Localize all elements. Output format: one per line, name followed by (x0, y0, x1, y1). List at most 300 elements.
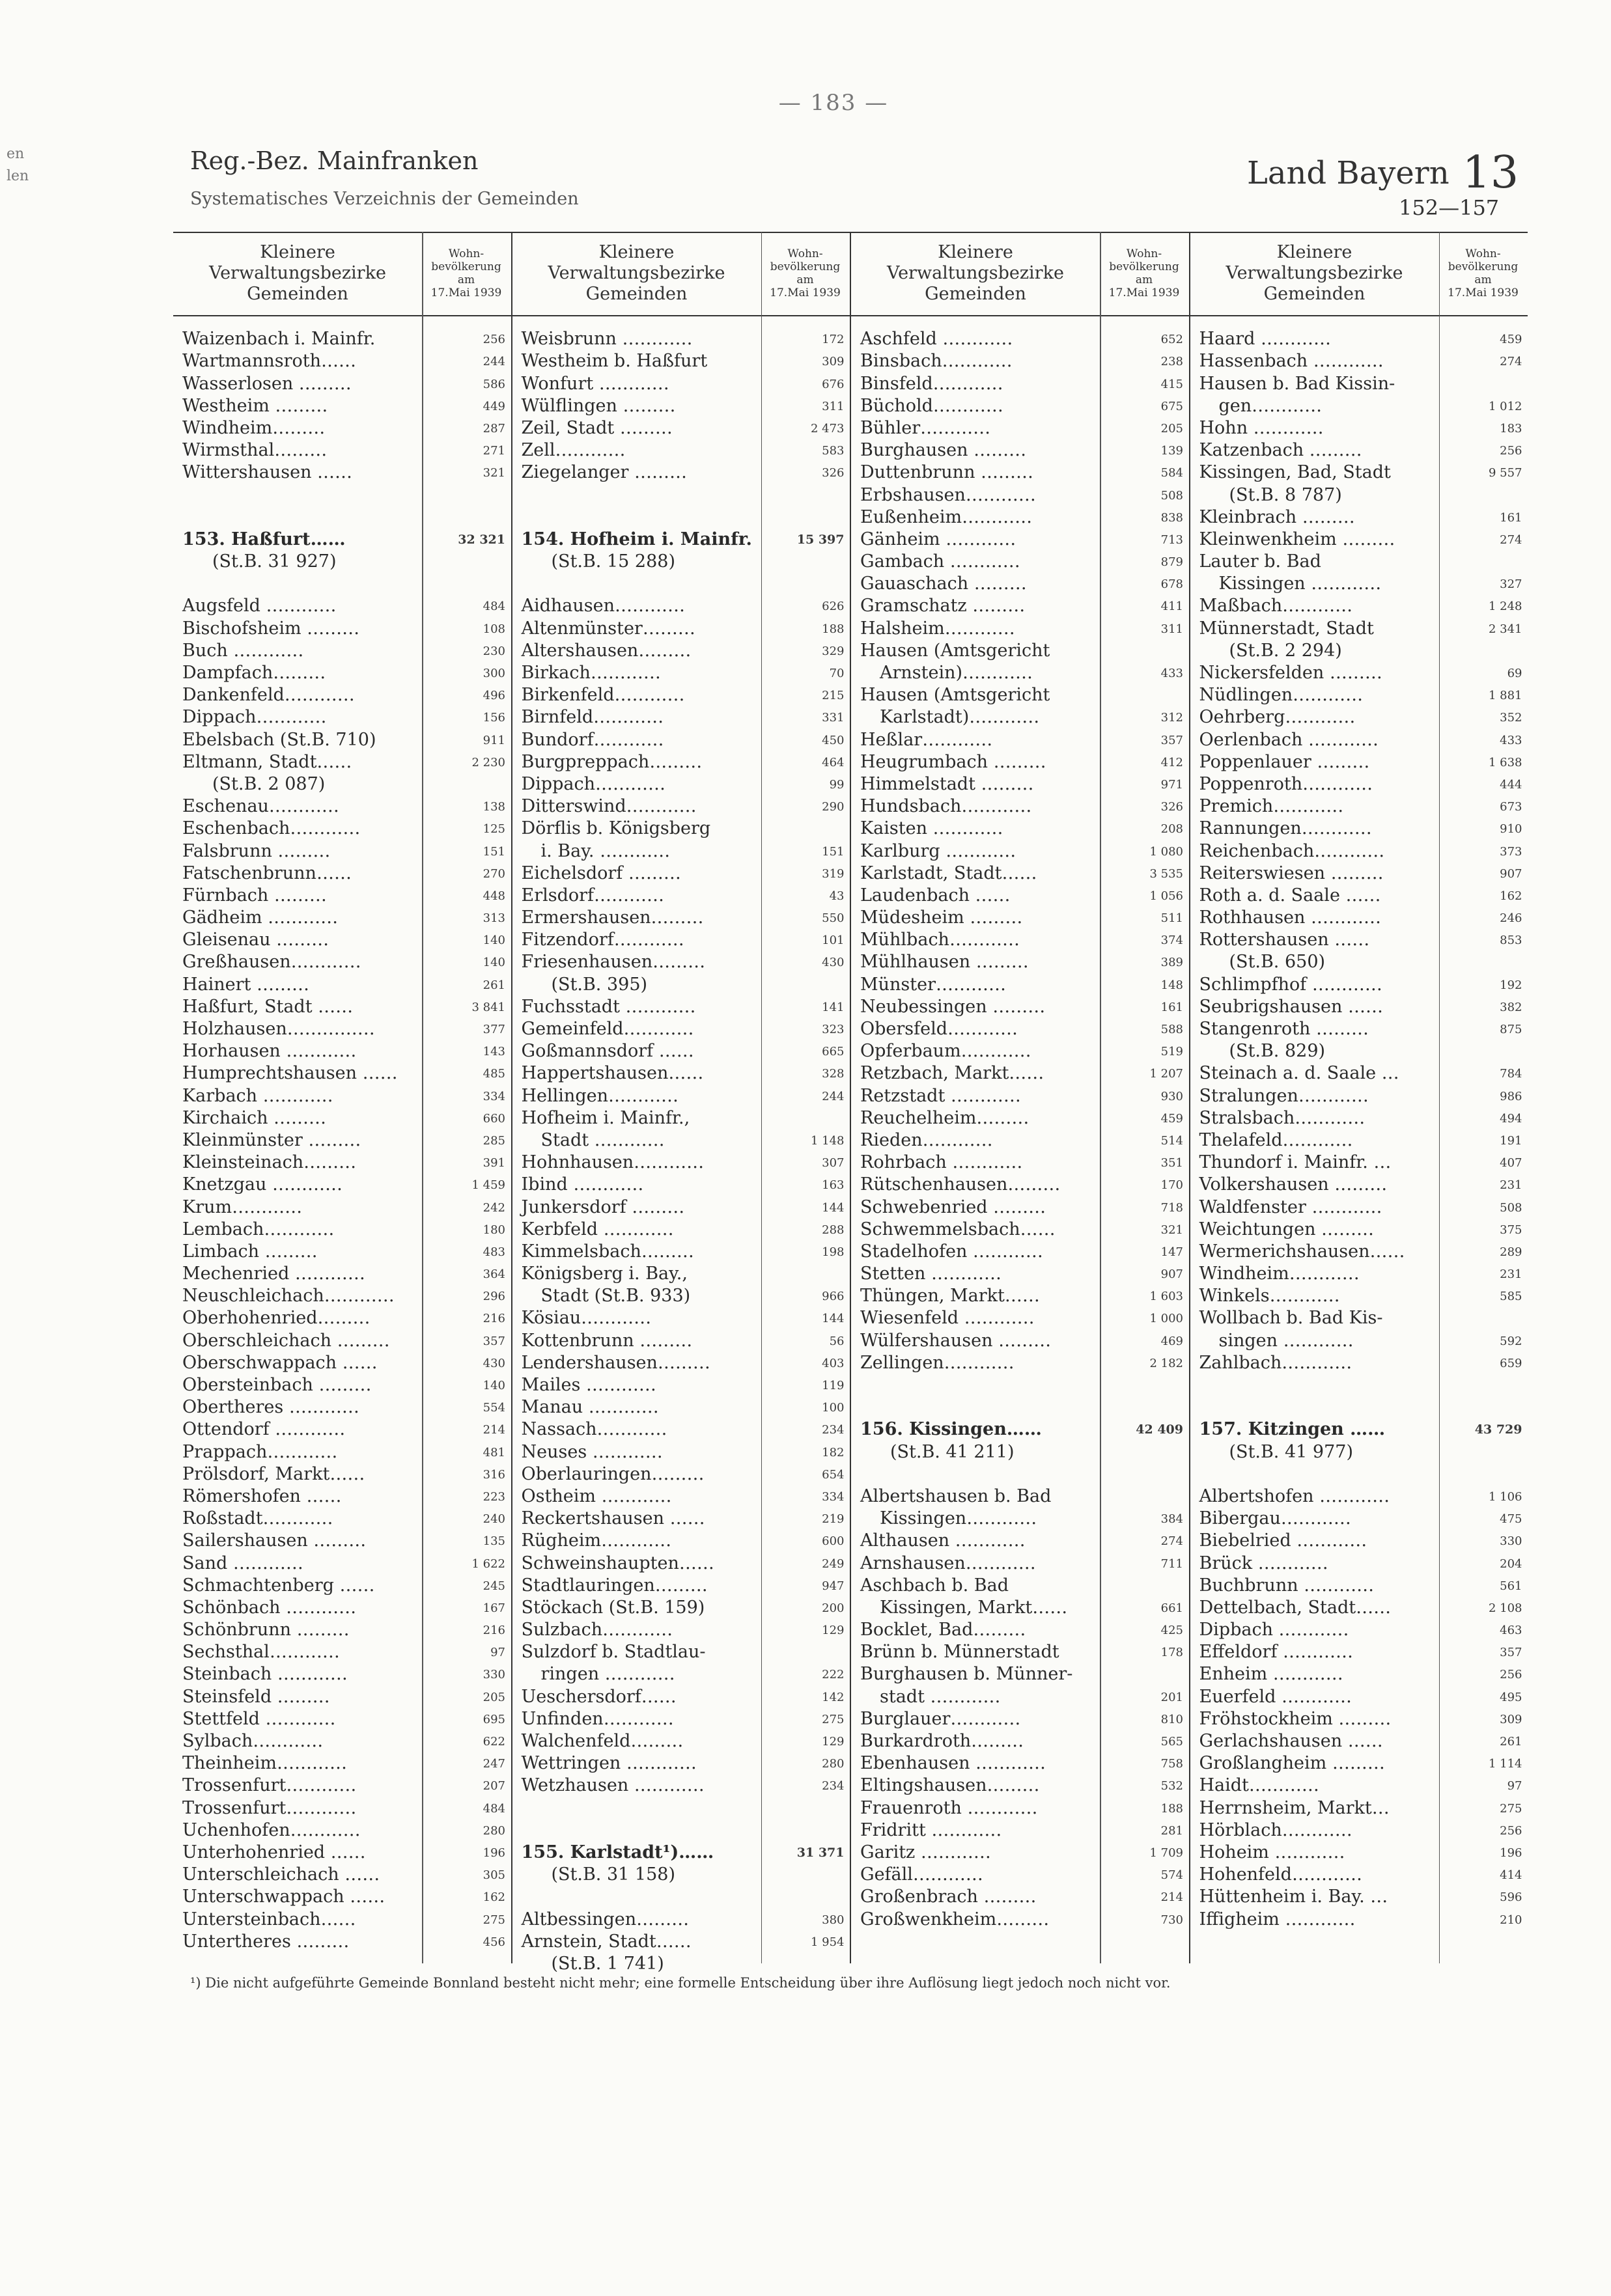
population-value: 911 (483, 733, 505, 747)
municipality-name: Dippach………… (182, 707, 327, 728)
table-row (173, 1462, 511, 1484)
population-value: 42 409 (1136, 1422, 1183, 1437)
header-line: Wohn- (787, 247, 823, 260)
population-value: 661 (1160, 1601, 1183, 1615)
population-value: 275 (822, 1712, 845, 1726)
municipality-name: Nassach………… (521, 1419, 667, 1440)
table-row (512, 1417, 850, 1439)
municipality-name: Rannungen………… (1199, 818, 1372, 839)
table-row (512, 394, 850, 416)
table-row (173, 349, 511, 371)
population-value: 1 207 (1149, 1067, 1183, 1081)
table-row (173, 794, 511, 816)
municipality-name: Limbach ……… (182, 1241, 318, 1262)
municipality-name: Ueschersdorf…… (521, 1686, 677, 1707)
table-row (1190, 1083, 1528, 1105)
population-value: 1 106 (1488, 1489, 1522, 1504)
municipality-name: Lauter b. Bad (1199, 551, 1321, 572)
population-value: 214 (1160, 1890, 1183, 1905)
municipality-name: Gädheim ………… (182, 907, 339, 928)
population-value: 216 (483, 1312, 505, 1326)
municipality-name: Nickersfelden ……… (1199, 663, 1382, 683)
municipality-name: Burghausen b. Münner- (860, 1664, 1073, 1685)
municipality-name: Unterschleichach …… (182, 1864, 380, 1885)
population-value: 971 (1160, 777, 1183, 792)
table-row (173, 1662, 511, 1684)
table-row (173, 394, 511, 416)
population-value: 316 (483, 1467, 505, 1482)
population-value: 275 (483, 1913, 505, 1927)
table-row (512, 1083, 850, 1105)
population-value: 375 (1500, 1223, 1522, 1237)
table-row (173, 1150, 511, 1172)
header-line: 17.Mai 1939 (1108, 286, 1180, 299)
table-row (851, 1596, 1189, 1618)
table-row (173, 1573, 511, 1596)
population-value: 391 (483, 1156, 505, 1170)
municipality-name: Haidt………… (1199, 1775, 1319, 1796)
table-row (851, 1106, 1189, 1128)
table-row (1190, 1017, 1528, 1039)
table-row (173, 1039, 511, 1061)
population-value: 312 (1160, 711, 1183, 725)
population-value: 244 (822, 1089, 845, 1103)
municipality-name: Arnstein, Stadt…… (521, 1931, 692, 1952)
municipality-name: Windheim………… (1199, 1264, 1360, 1284)
table-row (1190, 1751, 1528, 1773)
municipality-name: Dörflis b. Königsberg (521, 818, 711, 839)
municipality-name: Untersteinbach…… (182, 1909, 356, 1929)
population-value: 307 (822, 1156, 845, 1170)
municipality-name: (St.B. 31 158) (551, 1864, 675, 1885)
population-value: 215 (822, 689, 845, 703)
population-value: 234 (822, 1779, 845, 1793)
population-column (422, 232, 511, 315)
population-value: 231 (1500, 1178, 1522, 1193)
municipality-name: Trossenfurt………… (182, 1797, 357, 1818)
population-value: 838 (1160, 510, 1183, 525)
municipality-name: Fatschenbrunn…… (182, 863, 352, 883)
municipality-name: Fitzendorf………… (521, 930, 684, 950)
municipality-name: Wonfurt ………… (521, 373, 669, 394)
municipality-name: Uchenhofen………… (182, 1819, 361, 1840)
table-row (1190, 349, 1528, 371)
table-row (512, 1150, 850, 1172)
population-value: 326 (822, 466, 845, 480)
table-row (512, 505, 850, 527)
table-row (512, 816, 850, 838)
population-value: 261 (483, 978, 505, 992)
table-row (1190, 505, 1528, 527)
table-row (1190, 906, 1528, 928)
municipality-name: Trossenfurt………… (182, 1775, 357, 1796)
population-value: 907 (1160, 1267, 1183, 1282)
population-value: 70 (829, 667, 845, 680)
population-value: 377 (483, 1023, 505, 1036)
municipality-name: Obertheres ………… (182, 1397, 359, 1418)
population-value: 673 (1500, 800, 1522, 814)
municipality-name: Ditterswind………… (521, 796, 697, 817)
municipality-name: Oberschwappach …… (182, 1352, 378, 1373)
municipality-name: Kimmelsbach……… (521, 1241, 694, 1262)
table-row (173, 772, 511, 794)
table-row (851, 1083, 1189, 1105)
municipality-name: Windheim……… (182, 417, 326, 438)
table-columns (173, 232, 1528, 1974)
municipality-name: Prölsdorf, Markt…… (182, 1463, 365, 1484)
table-row (851, 794, 1189, 816)
table-row (1190, 639, 1528, 661)
municipality-name: Müdesheim ……… (860, 907, 1023, 928)
table-row (1190, 416, 1528, 438)
municipality-name: Westheim ……… (182, 395, 328, 416)
municipality-name: Dippach………… (521, 773, 665, 794)
municipality-name: Schönbrunn ……… (182, 1620, 350, 1640)
population-value: 1 000 (1149, 1312, 1183, 1326)
population-value: 357 (483, 1334, 505, 1348)
table-row (851, 1506, 1189, 1528)
population-value: 249 (822, 1556, 845, 1571)
table-row (512, 906, 850, 928)
table-row (851, 972, 1189, 994)
footnote: ¹) Die nicht aufgeführte Gemeinde Bonnland besteht nicht mehr; eine formelle Entscheidung über ihre Auflösung liegt jedoch noch nicht vor. (190, 1975, 1171, 1991)
population-value: 407 (1500, 1156, 1522, 1170)
municipality-name: Bischofsheim ……… (182, 618, 360, 639)
municipality-name: Gemeinfeld………… (521, 1019, 694, 1039)
population-value: 966 (822, 1290, 845, 1304)
table-row (512, 972, 850, 994)
population-value: 448 (483, 889, 505, 903)
table-row (1190, 1239, 1528, 1262)
municipality-name: Albertshausen b. Bad (860, 1486, 1052, 1506)
table-row (851, 750, 1189, 772)
table-row (851, 1573, 1189, 1596)
municipality-name: (St.B. 650) (1229, 952, 1326, 973)
table-row (173, 327, 511, 349)
table-row (512, 639, 850, 661)
municipality-name: Neuses ………… (521, 1441, 663, 1462)
municipality-name: Sailershausen ……… (182, 1530, 367, 1551)
table-row (851, 861, 1189, 883)
population-value: 364 (483, 1267, 505, 1282)
municipality-name: Eschenau………… (182, 796, 339, 817)
population-value: 1 622 (471, 1556, 505, 1571)
municipality-name: Sand ………… (182, 1553, 303, 1573)
district-range: 152—157 (1399, 195, 1500, 220)
population-value: 469 (1160, 1334, 1183, 1348)
municipality-name: Ostheim ………… (521, 1486, 672, 1506)
table-row (851, 1039, 1189, 1061)
municipality-name: Stöckach (St.B. 159) (521, 1597, 705, 1618)
population-value: 270 (483, 866, 505, 881)
municipality-name: Retzbach, Markt…… (860, 1063, 1044, 1084)
municipality-name: Gefäll………… (860, 1864, 983, 1885)
table-row (512, 1885, 850, 1907)
population-value: 183 (1500, 421, 1522, 436)
table-row (512, 950, 850, 972)
population-value: 140 (483, 1379, 505, 1392)
municipality-name: Enheim ………… (1199, 1664, 1343, 1685)
municipality-name: Hassenbach ………… (1199, 351, 1384, 372)
municipality-name: Thüngen, Markt…… (860, 1286, 1040, 1307)
population-value: 200 (822, 1601, 845, 1615)
population-value: 665 (822, 1045, 845, 1059)
table-row (851, 527, 1189, 549)
table-row (1190, 1061, 1528, 1083)
municipality-name: Hausen (Amtsgericht (860, 685, 1050, 706)
municipality-name: Stangenroth ……… (1199, 1019, 1369, 1039)
population-value: 129 (822, 1735, 845, 1749)
table-row (173, 705, 511, 727)
population-value: 910 (1500, 822, 1522, 837)
table-row (512, 572, 850, 594)
municipality-name: Poppenlauer ……… (1199, 751, 1370, 772)
table-row (851, 1351, 1189, 1373)
municipality-name: Großenbrach ……… (860, 1887, 1037, 1907)
population-value: 433 (1500, 733, 1522, 747)
header-line: Kleinere (260, 242, 335, 262)
population-value: 907 (1500, 866, 1522, 881)
table-row (1190, 683, 1528, 705)
table-row (512, 1351, 850, 1373)
population-value: 321 (1160, 1223, 1183, 1237)
municipality-name: Eschenbach………… (182, 818, 361, 839)
municipality-name: Knetzgau ………… (182, 1174, 343, 1195)
municipality-name: Rütschenhausen……… (860, 1174, 1061, 1195)
population-column (1439, 232, 1528, 315)
municipality-name: Reuchelheim……… (860, 1107, 1030, 1128)
table-row (851, 572, 1189, 594)
municipality-name: Kerbfeld ………… (521, 1219, 674, 1239)
municipality-name: Prappach………… (182, 1441, 338, 1462)
table-row (851, 1239, 1189, 1262)
table-row (173, 972, 511, 994)
population-value: 654 (822, 1467, 845, 1482)
table-row (851, 1907, 1189, 1929)
population-value: 244 (483, 355, 505, 369)
population-value: 382 (1500, 1000, 1522, 1014)
population-value: 495 (1500, 1690, 1522, 1704)
population-value: 784 (1500, 1067, 1522, 1081)
table-row (851, 1729, 1189, 1751)
population-value: 660 (483, 1111, 505, 1126)
population-value: 585 (1500, 1290, 1522, 1304)
municipality-list (512, 315, 850, 1974)
table-row (173, 1773, 511, 1795)
population-value: 156 (483, 711, 505, 725)
population-value: 810 (1160, 1712, 1183, 1726)
margin-fragment: len (7, 168, 29, 184)
population-value: 384 (1160, 1512, 1183, 1527)
municipality-name: Schönbach ………… (182, 1597, 357, 1618)
population-value: 2 108 (1488, 1601, 1522, 1615)
population-value: 242 (483, 1200, 505, 1215)
municipality-name: Albertshofen ………… (1199, 1486, 1390, 1506)
municipality-name: Rügheim………… (521, 1530, 672, 1551)
table-row (1190, 371, 1528, 393)
header-line: bevölkerung (431, 260, 501, 273)
population-value: 198 (822, 1245, 845, 1259)
population-value: 986 (1500, 1089, 1522, 1103)
table-row (1190, 705, 1528, 727)
municipality-name: Hainert ……… (182, 974, 309, 995)
column-header-name (173, 232, 422, 315)
municipality-name: Burglauer………… (860, 1708, 1021, 1729)
column-block-4 (1190, 232, 1528, 1963)
column-block-1 (173, 232, 512, 1963)
municipality-name: Himmelstadt ……… (860, 773, 1034, 794)
table-row (1190, 1596, 1528, 1618)
municipality-name: Haßfurt, Stadt …… (182, 996, 354, 1017)
population-value: 305 (483, 1868, 505, 1883)
table-row (173, 1061, 511, 1083)
table-row (512, 1373, 850, 1395)
table-row (512, 1106, 850, 1128)
population-value: 565 (1160, 1735, 1183, 1749)
population-value: 247 (483, 1757, 505, 1771)
municipality-name: Goßmannsdorf …… (521, 1041, 694, 1062)
state-number: 13 (1462, 147, 1519, 199)
table-row (173, 639, 511, 661)
population-value: 144 (822, 1200, 845, 1215)
municipality-name: Brünn b. Münnerstadt (860, 1642, 1059, 1663)
population-value: 459 (1500, 333, 1522, 347)
population-value: 519 (1160, 1045, 1183, 1059)
table-row (512, 1061, 850, 1083)
state-title (1247, 143, 1519, 199)
municipality-name: Sulzdorf b. Stadtlau- (521, 1642, 706, 1663)
table-row (1190, 1172, 1528, 1195)
population-value: 196 (1500, 1846, 1522, 1860)
table-row (512, 1596, 850, 1618)
municipality-name: Oberschleichach ……… (182, 1330, 390, 1351)
table-row (1190, 838, 1528, 861)
municipality-name: Gambach ………… (860, 551, 1020, 572)
population-value: 69 (1507, 667, 1522, 680)
municipality-name: Hohenfeld………… (1199, 1864, 1362, 1885)
table-row (512, 1239, 850, 1262)
table-row (173, 1195, 511, 1217)
population-value: 108 (483, 622, 505, 636)
name-column (851, 232, 1100, 315)
population-value: 274 (1500, 533, 1522, 547)
municipality-name: Unterschwappach …… (182, 1887, 385, 1907)
population-value: 138 (483, 800, 505, 814)
municipality-name: Zellingen………… (860, 1352, 1015, 1373)
table-row (512, 416, 850, 438)
table-row (512, 1306, 850, 1328)
municipality-name: Fridritt ………… (860, 1819, 1002, 1840)
municipality-list (173, 315, 511, 1952)
population-value: 180 (483, 1223, 505, 1237)
table-row (173, 1262, 511, 1284)
table-row (1190, 1128, 1528, 1150)
population-value: 161 (1500, 510, 1522, 525)
table-row (512, 1172, 850, 1195)
table-row (512, 683, 850, 705)
table-row (173, 549, 511, 572)
population-value: 514 (1160, 1133, 1183, 1148)
table-row (1190, 1818, 1528, 1840)
table-row (512, 1795, 850, 1818)
table-row (851, 594, 1189, 616)
municipality-name: Ebelsbach (St.B. 710) (182, 729, 376, 750)
municipality-name: Stralungen………… (1199, 1085, 1369, 1106)
population-value: 151 (483, 844, 505, 859)
municipality-name: Münster………… (860, 974, 1007, 995)
population-value: 129 (822, 1624, 845, 1638)
municipality-name: Altbessingen……… (521, 1909, 690, 1929)
population-value: 140 (483, 934, 505, 948)
municipality-name: Aidhausen………… (521, 596, 686, 616)
municipality-name: Iffigheim ………… (1199, 1909, 1356, 1929)
population-value: 561 (1500, 1579, 1522, 1593)
municipality-name: Zell………… (521, 440, 626, 461)
municipality-name: (St.B. 8 787) (1229, 484, 1342, 505)
table-row (851, 1885, 1189, 1907)
municipality-name: Happertshausen…… (521, 1063, 704, 1084)
municipality-name: Oberlauringen……… (521, 1463, 705, 1484)
table-row (851, 1751, 1189, 1773)
table-row (851, 616, 1189, 638)
table-row (1190, 928, 1528, 950)
population-value: 182 (822, 1445, 845, 1459)
left-margin-fragments (7, 143, 29, 187)
population-value: 412 (1160, 755, 1183, 769)
population-value: 170 (1160, 1178, 1183, 1193)
population-value: 414 (1500, 1868, 1522, 1883)
population-value: 56 (829, 1334, 845, 1348)
table-row (1190, 1328, 1528, 1350)
municipality-name: Roth a. d. Saale …… (1199, 885, 1381, 906)
population-value: 2 341 (1488, 622, 1522, 636)
municipality-name: Bocklet, Bad……… (860, 1620, 1026, 1640)
population-value: 222 (822, 1668, 845, 1682)
population-value: 125 (483, 822, 505, 837)
municipality-name: Volkershausen ……… (1199, 1174, 1388, 1195)
population-value: 256 (483, 333, 505, 347)
municipality-name: Stadtlauringen……… (521, 1575, 708, 1596)
table-row (173, 1106, 511, 1128)
table-row (512, 1751, 850, 1773)
municipality-name: Steinsfeld ……… (182, 1686, 330, 1707)
table-row (512, 1528, 850, 1551)
population-value: 2 230 (471, 755, 505, 769)
municipality-name: Falsbrunn ……… (182, 840, 331, 861)
table-row (173, 1885, 511, 1907)
municipality-name: singen ………… (1218, 1330, 1354, 1351)
table-row (851, 394, 1189, 416)
municipality-name: (St.B. 395) (551, 974, 648, 995)
population-value: 210 (1500, 1913, 1522, 1927)
municipality-name: Hausen b. Bad Kissin- (1199, 373, 1395, 394)
table-row (512, 1640, 850, 1662)
header-line: Verwaltungsbezirke (209, 263, 386, 283)
municipality-name: Wettringen ………… (521, 1753, 697, 1774)
table-row (512, 838, 850, 861)
table-row (851, 1484, 1189, 1506)
table-row (512, 727, 850, 749)
table-row (1190, 727, 1528, 749)
table-row (851, 349, 1189, 371)
table-row (512, 1395, 850, 1417)
municipality-name: Aschbach b. Bad (860, 1575, 1009, 1596)
table-row (851, 1707, 1189, 1729)
population-value: 151 (822, 844, 845, 859)
population-value: 334 (483, 1089, 505, 1103)
population-value: 463 (1500, 1624, 1522, 1638)
population-value: 300 (483, 667, 505, 680)
